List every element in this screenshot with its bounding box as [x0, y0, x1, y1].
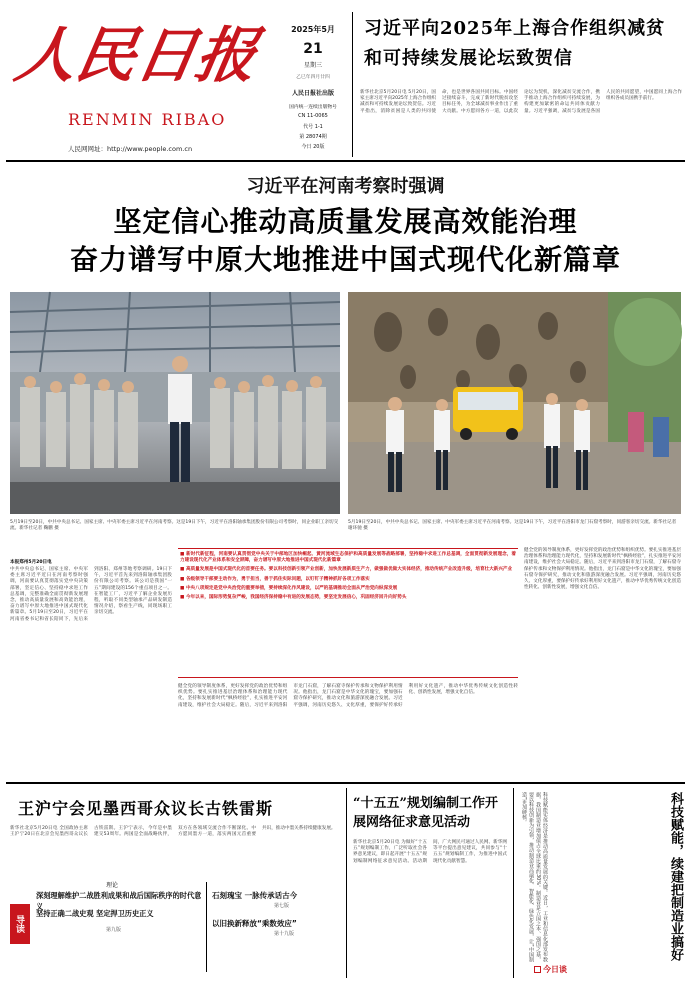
guide-box1-title[interactable]: 石刻瑰宝 一脉传承话古今 — [212, 891, 298, 900]
top-story-body — [360, 90, 682, 156]
logo-text: 人民日报 — [10, 20, 263, 91]
factory-scene — [10, 292, 340, 514]
key-point: ■ 今年以来，国际形势复杂严峻，我国经济保持稳中有进的发展态势，要坚定发展信心，巩固经济回升向好势头 — [180, 595, 407, 601]
guide-box2-page: 第十九版 — [274, 931, 295, 937]
top-story-text: 新华社北京5月20日电 5月20日，国家主席习近平向2025年上海合作组织减贫和可持续发展论坛致贺信。习近平指出，消除贫困是人类的共同使命，也是世界各国共同目标。中国经过接续奋斗，完成了新时代脱贫攻坚目标任务，为全球减贫事业作出了重大贡献。中方愿同各方一道，以此次论坛为契机，深化减贫交流合作，携手推动上海合作组织可持续发展，为构建更加紧密的命运共同体贡献力量。习近平强调，减贫与发展是各国人民的共同愿望，中国愿同上海合作组织各成员国携手前行。 — [360, 90, 682, 114]
guide-item-2[interactable]: 坚持正确二战史观 坚定捍卫历史正义 — [36, 909, 154, 918]
key-point: ■ 高质量发展是中国式现代化的首要任务。要以科技创新引领产业创新，加快发展新质生产力，做强做优做大实体经济，推动传统产业改造升级，培育壮大新兴产业 — [180, 567, 513, 573]
commentary-tag: 今日谈 — [534, 964, 567, 975]
commentary-tag-icon — [534, 966, 541, 973]
story1-body — [10, 826, 340, 872]
masthead-divider — [352, 12, 353, 157]
photo-right-caption: 5月19日至20日，中共中央总书记、国家主席、中央军委主席习近平在河南考察。这是19日下午，习近平在洛阳市龙门石窟考察时，同游客亲切交流。新华社记者 谢环驰 摄 — [348, 520, 677, 532]
key-point: ■ 新时代新征程，河南要认真贯彻党中央关于中部地区加快崛起、黄河流域生态保护和高质量发展等战略部署，坚持稳中求进工作总基调，全面贯彻新发展理念，着力建设现代化产业体系和安全屏障，奋力谱写中原大地推进中国式现代化新篇章 — [180, 552, 516, 564]
photo-left-caption: 5月19日至20日，中共中央总书记、国家主席、中央军委主席习近平在河南考察。这是19日下午，习近平在洛阳轴承集团股份有限公司考察时，同企业职工亲切交流。新华社记者 鞠鹏 摄 — [10, 520, 339, 532]
publisher: 人民日报社出版 — [291, 90, 334, 97]
story2-box — [346, 788, 514, 978]
logo-brush-graphic — [10, 12, 263, 92]
lead-dateline: 本报郑州5月20日电 — [10, 560, 52, 565]
guide-section — [10, 878, 340, 978]
top-story-title[interactable]: 习近平向2025年上海合作组织减贫和可持续发展论坛致贺信 — [364, 18, 666, 69]
guide-item-page: 第九版 — [106, 927, 122, 933]
issn-label: 国内统一连续出版物号 — [289, 105, 337, 110]
commentary-column — [520, 788, 682, 978]
issue-number: 第 28074期 — [299, 134, 327, 140]
logo-pinyin: RENMIN RIBAO — [68, 110, 227, 129]
commentary-title[interactable]: 科技赋能，续建把制造业搞好 — [668, 792, 683, 961]
lead-headline-2[interactable]: 奋力谱写中原大地推进中国式现代化新篇章 — [69, 243, 621, 276]
photo-grottoes — [348, 292, 681, 514]
cn-number: CN 11-0065 — [298, 113, 328, 119]
key-point: ■ 中央八项规定是党中央治党的重要举措，要持续深化作风建设，以严的基调推动全面从严治党向纵深发展 — [180, 585, 398, 591]
story2-title[interactable]: “十五五”规划编制工作开展网络征求意见活动 — [353, 796, 498, 830]
lead-body-text: 中共中央总书记、国家主席、中央军委主席习近平近日在河南考察时强调，河南要认真贯彻落实党中央决策部署，坚定信心、坚持稳中求进工作总基调，完整准确全面贯彻新发展理念，推动高质量发展和高效能治理，奋力谱写中原大地推进中国式现代化新篇章。5月19日至20日，习近平在河南省委书记和省长陪同下，先后来到洛阳、郑州等地考察调研。19日下午，习近平首先来到洛阳轴承集团股份有限公司考察。该公司是我国“一五”期间建设的156个重点项目之一。在智能工厂，习近平了解企业发展历程，听取不同类型轴承产品研发制造情况介绍，察看生产线，同现场职工亲切交流。 — [10, 567, 172, 622]
weekday: 星期三 — [303, 62, 322, 69]
date-day: 21 — [303, 41, 323, 57]
story1-text: 新华社北京5月20日电 全国政协主席王沪宁20日在北京会见墨西哥众议长古铁雷斯。王沪宁表示，今年是中墨建交53周年。两国是全面战略伙伴，双方在各领域交流合作不断深化。中方愿同墨方一道，落实两国元首重要共识，推动中墨关系持续健康发展。 — [10, 826, 336, 838]
story1-title[interactable]: 王沪宁会见墨西哥众议长古铁雷斯 — [18, 799, 274, 818]
lead-body-col4 — [524, 548, 681, 774]
story2-text: 新华社北京5月20日电 为做好“十五五”规划编制工作，广泛听取社会各界意见建议，即日起开展“十五五”规划编制网络征求意见活动。活动期间，广大网民可通过人民网、新华网等平台提出意见建议，共同参与“十五五”规划编制工作，为推进中国式现代化贡献智慧。 — [353, 840, 507, 864]
guide-label: 导读 — [10, 904, 30, 944]
date-year-month: 2025年5月 — [291, 25, 335, 34]
guide-item-1[interactable]: 深刻理解维护二战胜利成果和战后国际秩序的时代意义 — [36, 891, 202, 911]
commentary-text: 科技赋能实体经济是推动高质量发展的关键。近日，工业和信息化部发布数据，我国制造业增加值占全球比重约30%。制造业是立国之本、强国之基，要以科技创新为引领，推动制造业高端化、智能化、绿色化发展，让“中国制造”更加硬核。 — [521, 792, 548, 962]
key-point: ■ 各级领导干部要主动作为，勇于担当，善于抓住实际问题，以钉钉子精神抓好各项工作落实 — [180, 576, 370, 582]
masthead — [6, 6, 685, 162]
lead-body-text-right: 健全党的领导制度体系，更好发挥党的政治优势和组织优势。要扎实推进基层治理体系和治理能力现代化，坚持和发展新时代“枫桥经验”，扎实推进平安河南建设，维护社会大局稳定。随后，习近平来到洛阳市龙门石窟，了解石窟寺保护传承和文物保护利用情况。他指出，龙门石窟是中华文化的瑰宝，要加强石窟寺保护研究，推动文化和旅游深度融合发展。习近平强调，河南历史悠久、文化厚重，要保护好传承好利用好文化遗产，推动中华优秀传统文化创造性转化、创新性发展，增强文化自信。 — [524, 548, 681, 591]
guide-box2-title[interactable]: 以旧换新释放“乘数效应” — [212, 919, 297, 928]
website-url: 人民网网址：http://www.people.com.cn — [68, 145, 193, 153]
grottoes-scene — [348, 292, 681, 514]
logo-calligraphy — [10, 12, 263, 92]
lead-body-col1 — [10, 548, 172, 774]
page-count: 今日 20版 — [301, 144, 325, 150]
commentary-body — [520, 792, 648, 964]
guide-theory-tag: 理论 — [106, 882, 119, 889]
date-box — [278, 14, 348, 156]
guide-divider — [206, 882, 207, 972]
photo-factory — [10, 292, 340, 514]
postal-code: 代号 1-1 — [303, 124, 323, 130]
lunar-date: 乙巳年四月廿四 — [296, 75, 330, 80]
lead-body-under-box — [178, 684, 518, 774]
bottom-section-rule — [6, 782, 685, 784]
masthead-bottom-rule — [6, 160, 685, 162]
key-points-box — [178, 548, 518, 678]
lead-headline-1[interactable]: 坚定信心推动高质量发展高效能治理 — [113, 205, 578, 238]
guide-box1-page: 第七版 — [274, 903, 290, 909]
lead-kicker: 习近平在河南考察时强调 — [246, 176, 445, 197]
lead-body-text-continued: 健全党的领导制度体系，更好发挥党的政治优势和组织优势。要扎实推进基层治理体系和治理能力现代化，坚持和发展新时代“枫桥经验”，扎实推进平安河南建设，维护社会大局稳定。随后，习近平来到洛阳市龙门石窟，了解石窟寺保护传承和文物保护利用情况。他指出，龙门石窟是中华文化的瑰宝，要加强石窟寺保护研究，推动文化和旅游深度融合发展。习近平强调，河南历史悠久、文化厚重，要保护好传承好利用好文化遗产，推动中华优秀传统文化创造性转化、创新性发展，增强文化自信。 — [178, 684, 518, 708]
